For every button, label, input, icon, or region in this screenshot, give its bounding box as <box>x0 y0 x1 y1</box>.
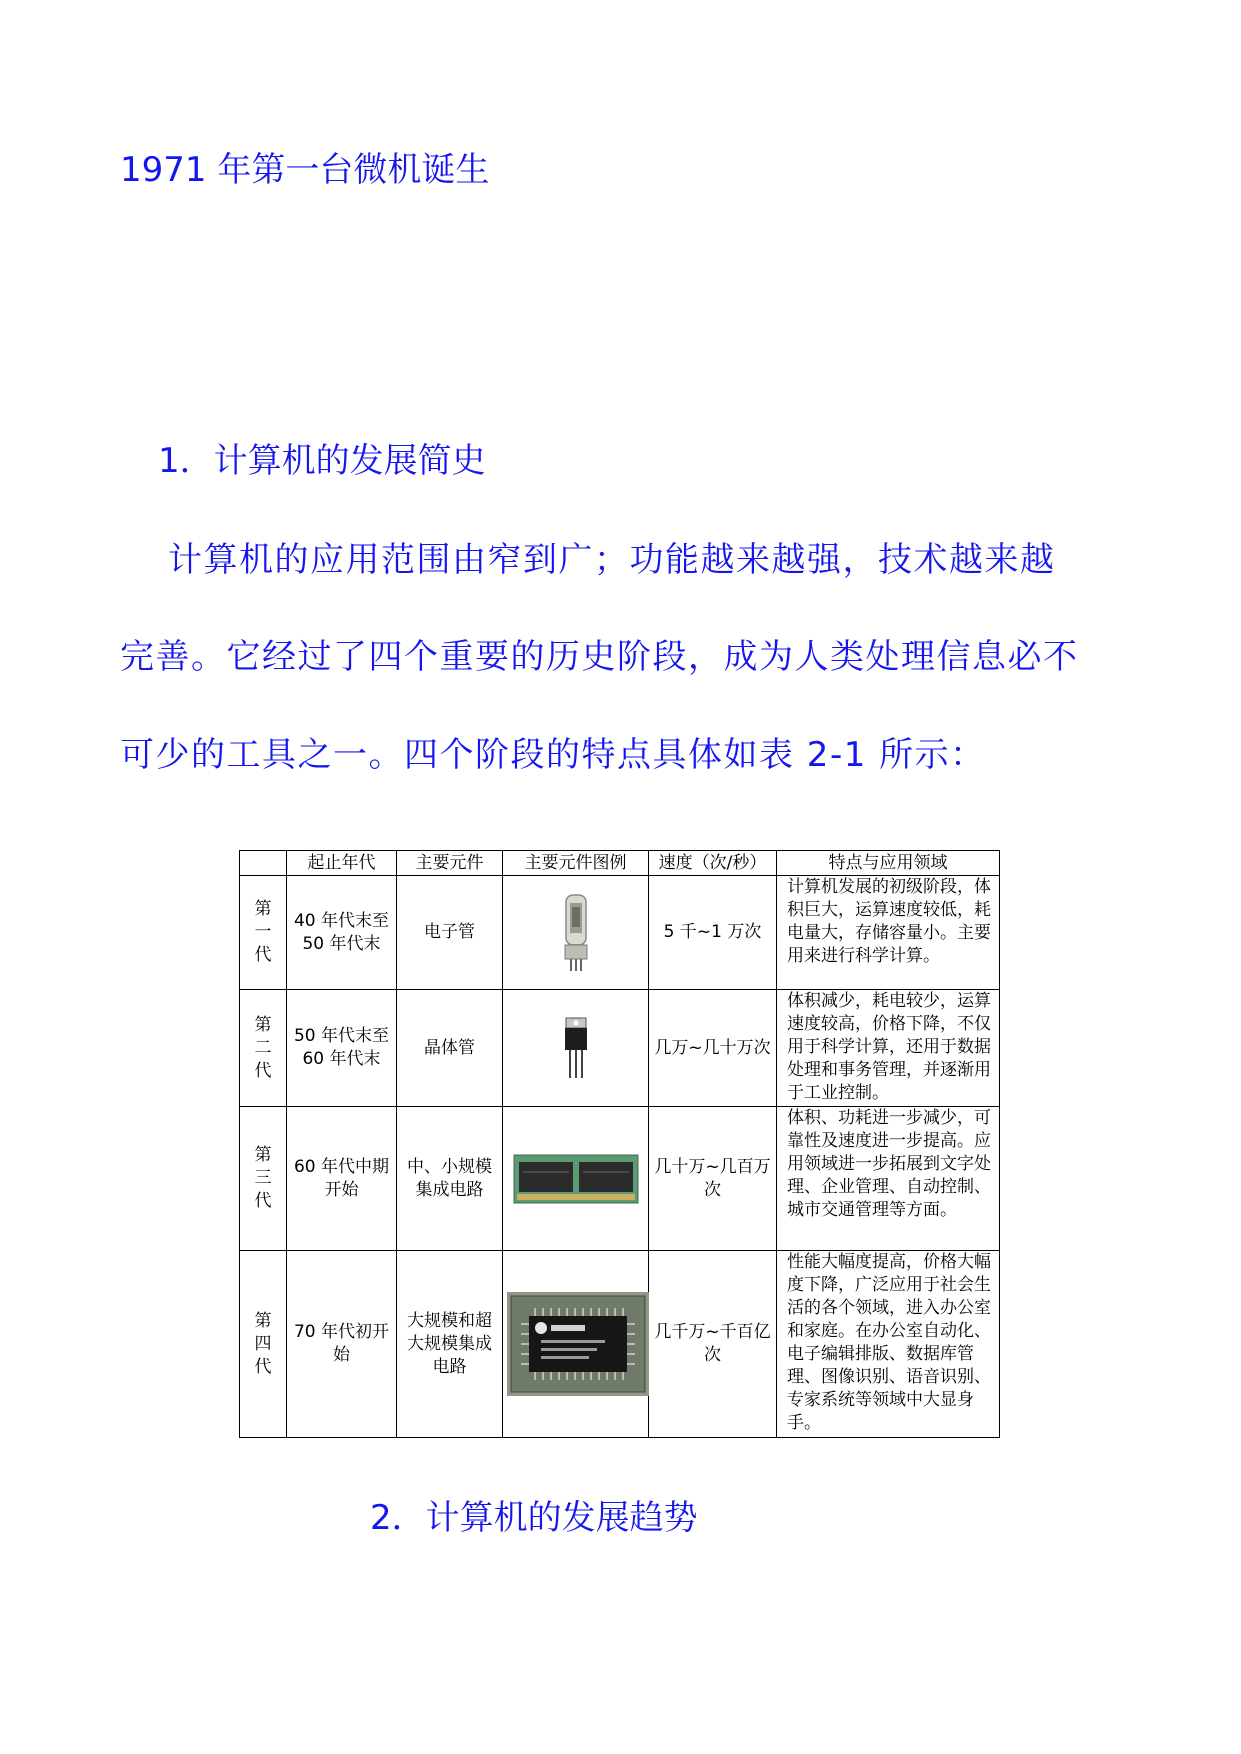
generation-label: 第三代 <box>254 1145 272 1211</box>
component-cell: 电子管 <box>397 876 503 990</box>
image-cell <box>503 1251 649 1438</box>
component-cell: 中、小规模集成电路 <box>397 1107 503 1251</box>
features-cell: 体积、功耗进一步减少，可靠性及速度进一步提高。应用领域进一步拓展到文字处理、企业管理、自动控制、城市交通管理等方面。 <box>777 1107 1000 1251</box>
table-header-row <box>240 851 1000 876</box>
generation-cell <box>240 990 287 1107</box>
table-header-component: 主要元件 <box>397 851 503 876</box>
transistor-image <box>563 1016 589 1080</box>
paragraph-line-3: 可少的工具之一。四个阶段的特点具体如表 2-1 所示： <box>120 735 986 775</box>
image-cell <box>503 990 649 1107</box>
generation-cell <box>240 1251 287 1438</box>
period-cell: 60 年代中期开始 <box>287 1107 397 1251</box>
table-row <box>240 1107 1000 1251</box>
generation-cell <box>240 876 287 990</box>
table-header-period: 起止年代 <box>287 851 397 876</box>
table-header-speed: 速度（次/秒） <box>649 851 777 876</box>
section-heading-history: 1．计算机的发展简史 <box>158 441 486 481</box>
component-cell: 大规模和超大规模集成电路 <box>397 1251 503 1438</box>
features-cell: 性能大幅度提高，价格大幅度下降，广泛应用于社会生活的各个领域，进入办公室和家庭。在办公室自动化、电子编辑排版、数据库管理、图像识别、语音识别、专家系统等领域中大显身手。 <box>777 1251 1000 1438</box>
period-cell: 50 年代末至 60 年代末 <box>287 990 397 1107</box>
features-cell: 体积减少，耗电较少，运算速度较高，价格下降，不仅用于科学计算，还用于数据处理和事务管理，并逐渐用于工业控制。 <box>777 990 1000 1107</box>
speed-cell: 几万~几十万次 <box>649 990 777 1107</box>
speed-cell: 几十万~几百万次 <box>649 1107 777 1251</box>
paragraph-line-1: 计算机的应用范围由窄到广；功能越来越强，技术越来越 <box>168 540 1056 580</box>
speed-cell: 5 千~1 万次 <box>649 876 777 990</box>
image-cell <box>503 1107 649 1251</box>
table-header-features: 特点与应用领域 <box>777 851 1000 876</box>
generation-cell <box>240 1107 287 1251</box>
generation-label: 第二代 <box>254 1014 272 1081</box>
generation-label: 第四代 <box>254 1310 272 1377</box>
features-cell: 计算机发展的初级阶段，体积巨大，运算速度较低，耗电量大，存储容量小。主要用来进行科学计算。 <box>777 876 1000 990</box>
table-header-image: 主要元件图例 <box>503 851 649 876</box>
small-scale-ic-board-image <box>513 1154 639 1204</box>
speed-cell: 几千万~千百亿次 <box>649 1251 777 1438</box>
period-cell: 70 年代初开始 <box>287 1251 397 1438</box>
period-cell: 40 年代末至 50 年代末 <box>287 876 397 990</box>
paragraph-line-2: 完善。它经过了四个重要的历史阶段，成为人类处理信息必不 <box>120 637 1079 677</box>
image-cell <box>503 876 649 990</box>
vacuum-tube-image <box>561 893 591 973</box>
table-header-generation <box>240 851 287 876</box>
generation-label: 第一代 <box>254 899 272 965</box>
table-row <box>240 990 1000 1107</box>
section-heading-trends: 2．计算机的发展趋势 <box>370 1498 698 1538</box>
computer-generations-table <box>239 850 1000 1438</box>
table-row <box>240 1251 1000 1438</box>
table-row <box>240 876 1000 990</box>
vlsi-chip-image <box>507 1292 649 1396</box>
intro-line: 1971 年第一台微机诞生 <box>120 150 490 190</box>
component-cell: 晶体管 <box>397 990 503 1107</box>
